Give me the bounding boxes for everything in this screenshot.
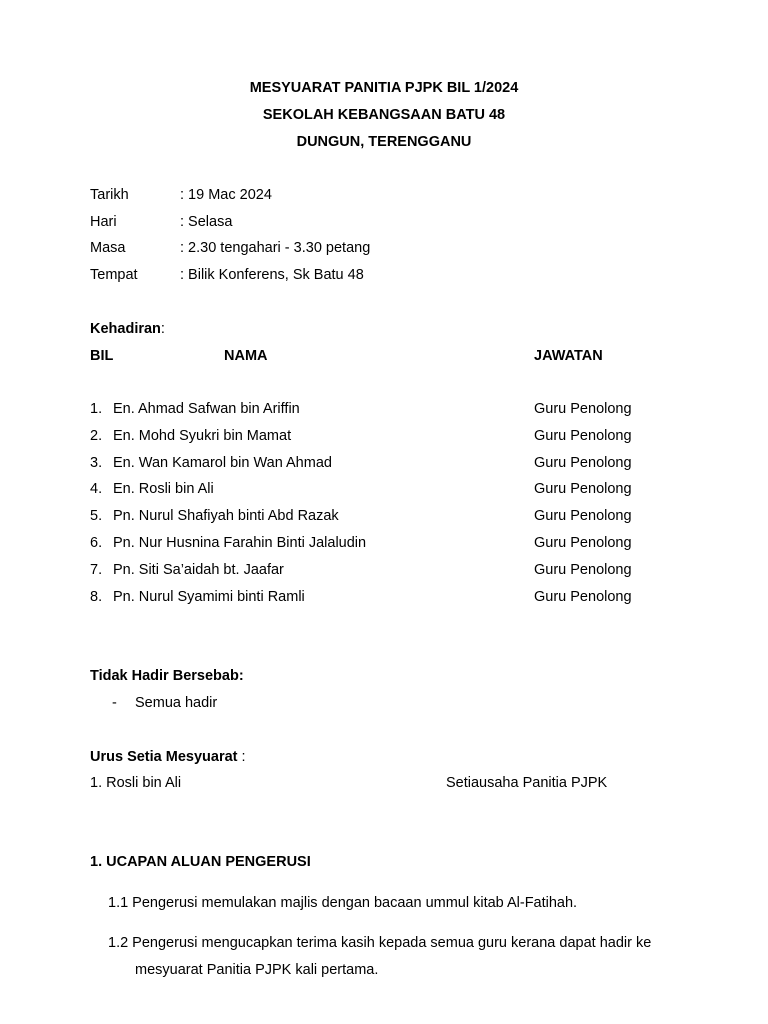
school-location: DUNGUN, TERENGGANU bbox=[296, 134, 472, 150]
meeting-info bbox=[90, 186, 690, 293]
member-name: En. Rosli bin Ali bbox=[113, 481, 214, 498]
absent-bullet: - bbox=[112, 695, 117, 711]
list-item bbox=[90, 534, 690, 561]
member-position: Guru Penolong bbox=[534, 534, 632, 551]
attendance-list bbox=[90, 400, 690, 614]
member-position: Guru Penolong bbox=[534, 481, 632, 498]
member-position: Guru Penolong bbox=[534, 508, 632, 525]
list-item bbox=[90, 561, 690, 588]
member-name: Pn. Nurul Syamimi binti Ramli bbox=[113, 588, 305, 605]
absent-item: Semua hadir bbox=[135, 695, 218, 711]
secretariat-heading bbox=[90, 748, 246, 766]
list-item bbox=[90, 588, 690, 615]
member-position: Guru Penolong bbox=[534, 454, 632, 471]
info-value: : 2.30 tengahari - 3.30 petang bbox=[180, 240, 371, 257]
column-header-nama: NAMA bbox=[224, 348, 268, 364]
section-1-item-1: 1.1 Pengerusi memulakan majlis dengan bacaan ummul kitab Al-Fatihah. bbox=[108, 895, 578, 911]
section-1-item-2: 1.2 Pengerusi mengucapkan terima kasih kepada semua guru kerana dapat hadir ke bbox=[108, 935, 652, 951]
info-key: Tarikh bbox=[90, 187, 129, 203]
member-number: 1. bbox=[90, 401, 103, 417]
member-position: Guru Penolong bbox=[534, 427, 632, 444]
info-key: Hari bbox=[90, 213, 117, 230]
attendance-heading-colon: : bbox=[160, 321, 165, 337]
info-row-venue bbox=[90, 266, 690, 293]
member-name: En. Mohd Syukri bin Mamat bbox=[113, 427, 292, 444]
list-item bbox=[90, 480, 690, 507]
secretariat-name: 1. Rosli bin Ali bbox=[90, 775, 182, 791]
member-number: 6. bbox=[90, 534, 103, 551]
section-1-item-2-continued: mesyuarat Panitia PJPK kali pertama. bbox=[135, 962, 379, 978]
info-row-time bbox=[90, 239, 690, 266]
member-number: 3. bbox=[90, 454, 103, 471]
member-name: En. Wan Kamarol bin Wan Ahmad bbox=[113, 454, 332, 471]
secretariat-heading-colon: : bbox=[237, 749, 246, 765]
column-header-bil: BIL bbox=[90, 348, 114, 364]
member-position: Guru Penolong bbox=[534, 401, 632, 417]
section-1-title: 1. UCAPAN ALUAN PENGERUSI bbox=[90, 854, 311, 870]
info-row-date bbox=[90, 186, 690, 213]
member-number: 2. bbox=[90, 427, 103, 444]
info-row-day bbox=[90, 213, 690, 240]
info-key: Masa bbox=[90, 240, 126, 257]
list-item bbox=[90, 427, 690, 454]
info-value: : 19 Mac 2024 bbox=[180, 187, 272, 203]
absent-heading: Tidak Hadir Bersebab: bbox=[90, 668, 244, 684]
member-name: En. Ahmad Safwan bin Ariffin bbox=[113, 401, 300, 417]
member-position: Guru Penolong bbox=[534, 561, 632, 578]
list-item bbox=[90, 507, 690, 534]
list-item bbox=[90, 400, 690, 427]
attendance-heading-label: Kehadiran bbox=[90, 321, 161, 337]
column-header-jawatan: JAWATAN bbox=[534, 348, 603, 364]
document-header bbox=[0, 79, 768, 160]
member-number: 4. bbox=[90, 481, 103, 498]
member-position: Guru Penolong bbox=[534, 588, 632, 605]
member-number: 8. bbox=[90, 588, 103, 605]
member-number: 7. bbox=[90, 561, 103, 578]
info-value: : Selasa bbox=[180, 213, 233, 230]
info-key: Tempat bbox=[90, 267, 138, 284]
member-name: Pn. Nur Husnina Farahin Binti Jalaludin bbox=[113, 534, 367, 551]
member-number: 5. bbox=[90, 508, 103, 525]
info-value: : Bilik Konferens, Sk Batu 48 bbox=[180, 267, 364, 284]
secretariat-role: Setiausaha Panitia PJPK bbox=[446, 775, 608, 791]
member-name: Pn. Siti Sa’aidah bt. Jaafar bbox=[113, 561, 284, 578]
school-name: SEKOLAH KEBANGSAAN BATU 48 bbox=[262, 107, 506, 123]
secretariat-heading-label: Urus Setia Mesyuarat bbox=[90, 749, 238, 765]
member-name: Pn. Nurul Shafiyah binti Abd Razak bbox=[113, 508, 339, 525]
attendance-heading bbox=[90, 320, 165, 338]
list-item bbox=[90, 454, 690, 481]
meeting-title: MESYUARAT PANITIA PJPK BIL 1/2024 bbox=[249, 80, 519, 96]
